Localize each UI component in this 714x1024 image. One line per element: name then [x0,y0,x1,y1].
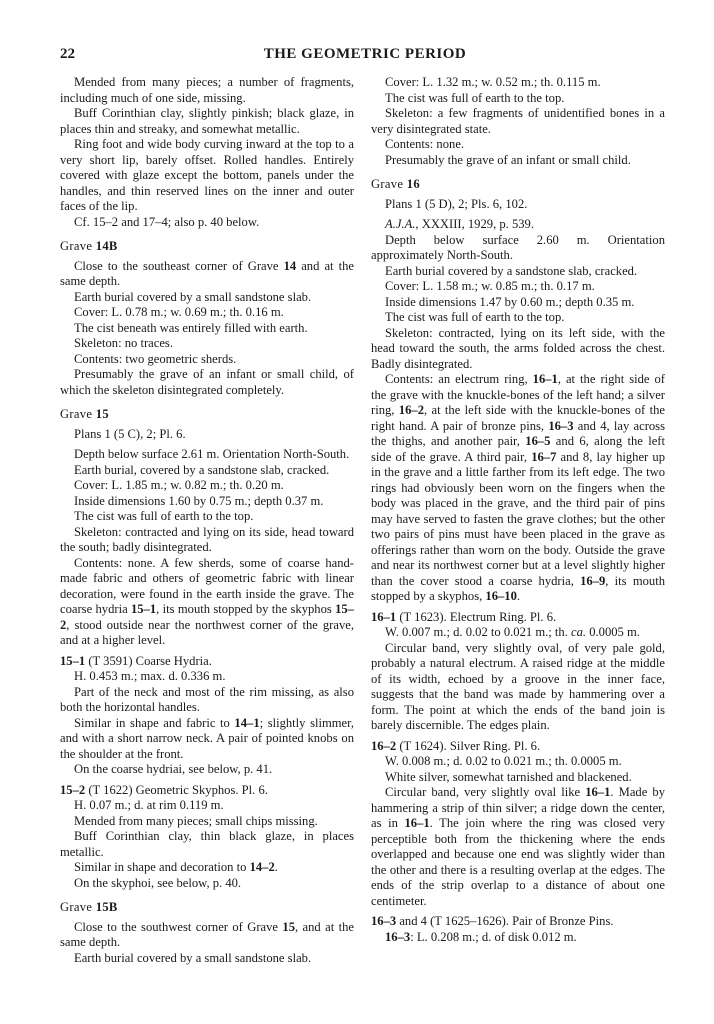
paragraph: The cist was full of earth to the top. [385,310,565,324]
grave-heading-15b: Grave 15B [60,900,118,914]
page-header [60,46,670,66]
paragraph: Earth burial covered by a sandstone slab, cracked. [385,263,638,278]
paragraph: Skeleton: no traces. [74,336,173,350]
item-heading-15-2: 15–2 (T 1622) Geometric Skyphos. Pl. 6. [60,782,268,797]
item-heading-16-3: 16–3 and 4 (T 1625–1626). Pair of Bronze Pins. [371,914,614,928]
paragraph: Mended from many pieces; a number of fragments, including much of one side, missing. [60,75,354,105]
paragraph: Presumably the grave of an infant or small child, of which the skeleton disintegrated completely. [60,367,354,397]
grave-heading-16: Grave 16 [371,177,420,191]
paragraph: The cist was full of earth to the top. [74,509,254,523]
page-number: 22 [60,46,75,62]
paragraph: Earth burial, covered by a sandstone slab, cracked. [74,462,330,477]
paragraph: A.J.A., XXXIII, 1929, p. 539. [385,217,534,231]
paragraph: Skeleton: contracted and lying on its side, head toward the south; badly disintegrated. [60,524,354,554]
item-heading-16-2: 16–2 (T 1624). Silver Ring. Pl. 6. [371,738,541,753]
paragraph: Ring foot and wide body curving inward at the top to a very short lip, barely offset. Rolled handles. Entirely covered with glaze except the bottom, panels under the handles, and thin reserved lines on the inner and outer faces of the lip. [60,137,354,213]
item-heading-15-1: 15–1 (T 3591) Coarse Hydria. [60,653,212,668]
paragraph: Mended from many pieces; small chips missing. [74,813,318,828]
paragraph: Plans 1 (5 D), 2; Pls. 6, 102. [385,196,528,211]
paragraph: Contents: none. [385,137,465,151]
paragraph: Depth below surface 2.61 m. Orientation North-South. [74,447,350,461]
paragraph: Buff Corinthian clay, slightly pinkish; black glaze, in places thin and streaky, and somewhat metallic. [60,106,354,136]
paragraph: Skeleton: a few fragments of unidentified bones in a very disintegrated state. [371,106,665,136]
paragraph: The cist beneath was entirely filled with earth. [74,320,308,335]
grave-heading-14b: Grave 14B [60,239,118,253]
paragraph: W. 0.008 m.; d. 0.02 to 0.021 m.; th. 0.0005 m. [385,754,622,768]
paragraph: On the coarse hydriai, see below, p. 41. [74,762,273,776]
paragraph: Earth burial covered by a small sandstone slab. [74,289,312,304]
paragraph: Depth below surface 2.60 m. Orientation approximately North-South. [371,232,665,262]
item-heading-16-1: 16–1 (T 1623). Electrum Ring. Pl. 6. [371,609,557,624]
paragraph: H. 0.07 m.; d. at rim 0.119 m. [74,798,224,812]
paragraph: The cist was full of earth to the top. [385,90,565,105]
paragraph: H. 0.453 m.; max. d. 0.336 m. [74,669,226,683]
paragraph: Earth burial covered by a small sandstone slab. [74,950,312,965]
paragraph: Cf. 15–2 and 17–4; also p. 40 below. [74,214,260,229]
paragraph: Close to the southwest corner of Grave 15, and at the same depth. [60,919,354,949]
paragraph: Contents: none. A few sherds, some of coarse hand-made fabric and others of geometric fabric with linear decoration, were found in the earth inside the grave. The coarse hydria 15–1, its mouth stopped by the skyphos 15–2, stood outside near the northwest corner of the grave, and at a higher level. [60,555,354,647]
paragraph: Buff Corinthian clay, thin black glaze, in places metallic. [60,829,354,859]
paragraph: W. 0.007 m.; d. 0.02 to 0.021 m.; th. ca. 0.0005 m. [385,625,640,639]
paragraph: On the skyphoi, see below, p. 40. [74,875,242,890]
paragraph: Inside dimensions 1.60 by 0.75 m.; depth 0.37 m. [74,493,324,508]
paragraph: Inside dimensions 1.47 by 0.60 m.; depth 0.35 m. [385,294,635,309]
running-title: THE GEOMETRIC PERIOD [263,46,467,62]
grave-heading-15: Grave 15 [60,407,109,421]
paragraph: Part of the neck and most of the rim missing, as also both the horizontal handles. [60,684,354,714]
paragraph: Circular band, very slightly oval, of very pale gold, probably a natural electrum. A raised ridge at the middle of its width, echoed by a groove in the inner face, suggests that the band was made by hammering over a form. The point at which the ends of the band join is barely discernible. The edges plain. [371,640,665,732]
paragraph: Contents: an electrum ring, 16–1, at the right side of the grave with the knuckle-bones of the left hand; a silver ring, 16–2, at the left side with the knuckle-bones of the right hand. A pair of bronze pins, 16–3 and 4, lay across the thighs, and another pair, 16–5 and 6, along the left side of the grave. A third pair, 16–7 and 8, lay higher up in the grave and a little farther from its left edge. The two rings had obviously been worn on the fingers when the body was placed in the grave, and the third pair of pins may have served to fasten the grave clothes; but the other two pairs of pins must have been placed in the grave as offerings rather than worn on the body. Outside the grave and near its northwest corner but at a level slightly higher than the cover stood a coarse hydria, 16–9, its mouth stopped by a skyphos, 16–10. [371,372,666,603]
paragraph: Cover: L. 1.85 m.; w. 0.82 m.; th. 0.20 m. [74,478,284,492]
paragraph: Cover: L. 1.32 m.; w. 0.52 m.; th. 0.115 m. [385,75,601,89]
left-column [60,75,354,966]
paragraph: Circular band, very slightly oval like 16–1. Made by hammering a strip of thin silver; a ridge down the center, as in 16–1. The join where the ring was closed very perceptible both from the thickening where the ends overlapped and because one end was slightly wider than the other and there is a resulting overlap at the edges. The ends of the strip overlap to a distance of about one centimeter. [371,785,665,908]
paragraph: Contents: two geometric sherds. [74,351,237,366]
paragraph: Similar in shape and fabric to 14–1; slightly slimmer, and with a short narrow neck. A pair of pointed knobs on the shoulder at the front. [60,715,354,761]
paragraph: Plans 1 (5 C), 2; Pl. 6. [74,426,186,441]
paragraph: Cover: L. 0.78 m.; w. 0.69 m.; th. 0.16 m. [74,305,284,319]
right-column [371,75,665,945]
paragraph: Skeleton: contracted, lying on its left side, with the head toward the south, the arms folded across the chest. Badly disintegrated. [371,325,665,371]
paragraph: Cover: L. 1.58 m.; w. 0.85 m.; th. 0.17 m. [385,279,595,293]
paragraph: Presumably the grave of an infant or small child. [385,152,631,167]
paragraph: Similar in shape and decoration to 14–2. [74,860,278,874]
paragraph: Close to the southeast corner of Grave 14 and at the same depth. [60,258,354,288]
paragraph: White silver, somewhat tarnished and blackened. [385,769,632,784]
paragraph: 16–3: L. 0.208 m.; d. of disk 0.012 m. [385,929,577,944]
